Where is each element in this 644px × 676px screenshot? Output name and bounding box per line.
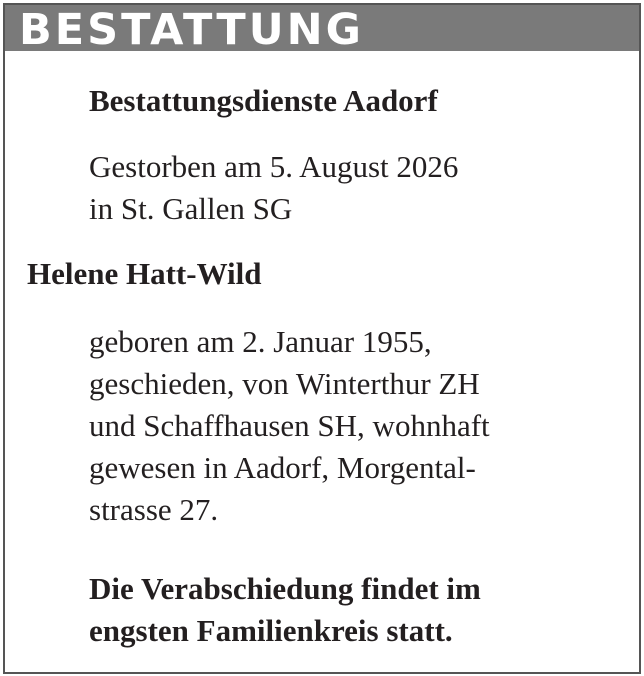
farewell-note-line: engsten Familienkreis statt.: [89, 613, 453, 648]
biography-line: geboren am 2. Januar 1955,: [89, 324, 432, 359]
farewell-note-line: Die Verabschiedung findet im: [89, 571, 481, 606]
section-header: [5, 5, 639, 55]
death-date-line: Gestorben am 5. August 2026: [89, 149, 459, 184]
death-notice: [3, 3, 641, 674]
section-title: BESTATTUNG: [19, 5, 364, 55]
biography-line: geschieden, von Winterthur ZH: [89, 366, 480, 401]
biography-line: strasse 27.: [89, 492, 219, 527]
death-place-line: in St. Gallen SG: [89, 191, 293, 226]
deceased-name: Helene Hatt-Wild: [27, 256, 262, 291]
funeral-service-name: Bestattungsdienste Aadorf: [89, 83, 438, 118]
biography-line: gewesen in Aadorf, Morgental-: [89, 450, 476, 485]
biography-line: und Schaffhausen SH, wohnhaft: [89, 408, 490, 443]
